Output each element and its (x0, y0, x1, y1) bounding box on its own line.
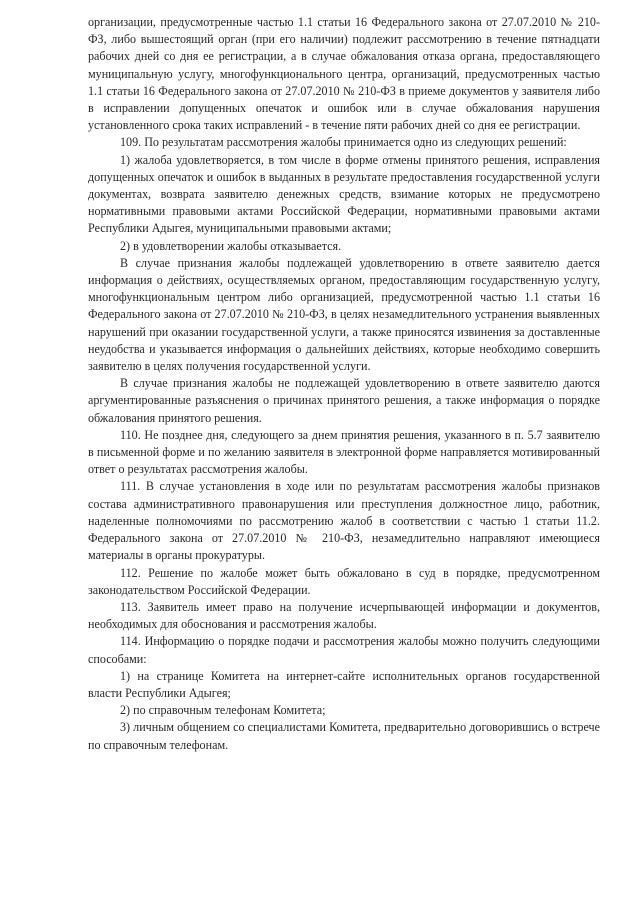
paragraph-not-satisfied: В случае признания жалобы не подлежащей удовлетворению в ответе заявителю даются аргументированные разъяснения о причинах принятого решения, а также информация о порядке обжалования принятого решения. (88, 376, 600, 425)
list-item-109-1: 1) жалоба удовлетворяется, в том числе в форме отмены принятого решения, исправления допущенных опечаток и ошибок в выданных в результате предоставления государственной услуги документах, возврата заявителю денежных средств, взимание которых не предусмотрено нормативными правовыми актами Российской Федерации, нормативными правовыми актами Республики Адыгея, муниципальными правовыми актами; (88, 152, 600, 236)
paragraph-continuation: организации, предусмотренные частью 1.1 статьи 16 Федерального закона от 27.07.2010 № 210-ФЗ, либо вышестоящий орган (при его наличии) подлежит рассмотрению в течение пятнадцати рабочих дней со дня ее регистрации, а в случае обжалования отказа органа, предоставляющего муниципальную услугу, многофункционального центра, организаций, предусмотренных частью 1.1 статьи 16 Федерального закона от 27.07.2010 № 210-ФЗ в приеме документов у заявителя либо в исправлении допущенных опечаток и ошибок или в случае обжалования нарушения установленного срока таких исправлений - в течение пяти рабочих дней со дня ее регистрации. (88, 15, 600, 133)
list-item-114-1: 1) на странице Комитета на интернет-сайте исполнительных органов государственной власти Республики Адыгея; (88, 668, 600, 700)
paragraph-112: 112. Решение по жалобе может быть обжаловано в суд в порядке, предусмотренном законодательством Российской Федерации. (88, 565, 600, 597)
paragraph-109: 109. По результатам рассмотрения жалобы принимается одно из следующих решений: (120, 135, 567, 150)
paragraph-111: 111. В случае установления в ходе или по результатам рассмотрения жалобы признаков состава административного правонарушения или преступления должностное лицо, работник, наделенные полномочиями по рассмотрению жалоб в соответствии с частью 1 статьи 11.2. Федерального закона от 27.07.2010 № 210-ФЗ, незамедлительно направляют имеющиеся материалы в органы прокуратуры. (88, 479, 600, 563)
paragraph-114: 114. Информацию о порядке подачи и рассмотрения жалобы можно получить следующими способами: (88, 634, 600, 666)
paragraph-113: 113. Заявитель имеет право на получение исчерпывающей информации и документов, необходимых для обоснования и рассмотрения жалобы. (88, 599, 600, 632)
list-item-114-2: 2) по справочным телефонам Комитета; (120, 703, 326, 718)
list-item-109-2: 2) в удовлетворении жалобы отказывается. (120, 238, 342, 253)
document-body (88, 14, 600, 754)
list-item-114-3: 3) личным общением со специалистами Комитета, предварительно договорившись о встрече по справочным телефонам. (88, 720, 600, 752)
paragraph-110: 110. Не позднее дня, следующего за днем принятия решения, указанного в п. 5.7 заявителю в письменной форме и по желанию заявителя в электронной форме направляется мотивированный ответ о результатах рассмотрения жалобы. (88, 427, 600, 477)
paragraph-satisfied: В случае признания жалобы подлежащей удовлетворению в ответе заявителю дается информация о действиях, осуществляемых органом, предоставляющим государственную услугу, многофункциональным центром либо организацией, предусмотренной частью 1.1 статьи 16 Федерального закона от 27.07.2010 № 210-ФЗ, в целях незамедлительного устранения выявленных нарушений при оказании государственной услуги, а также приносятся извинения за доставленные неудобства и указывается информация о дальнейших действиях, которые необходимо совершить заявителю в целях получения государственной услуги. (88, 255, 600, 374)
